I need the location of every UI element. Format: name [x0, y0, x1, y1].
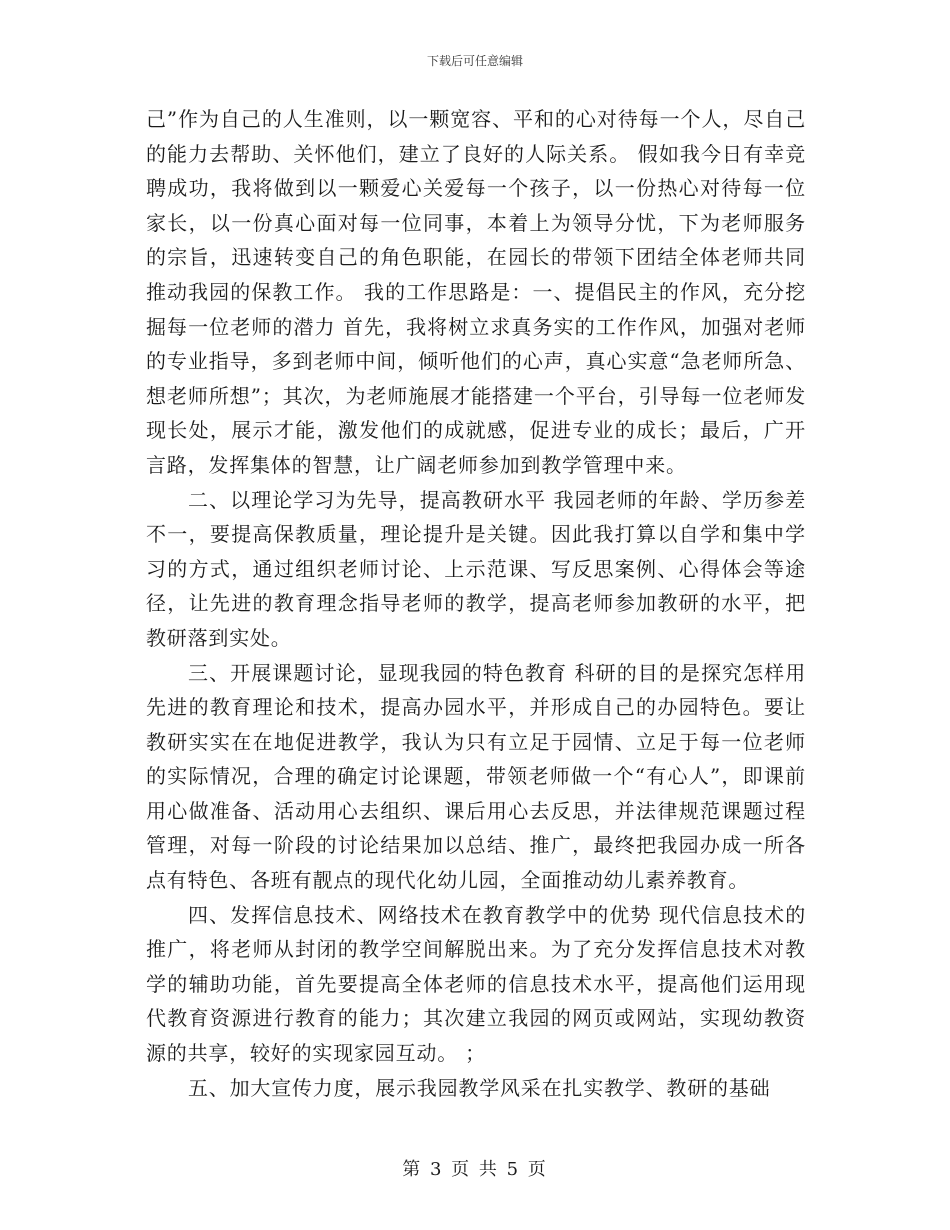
document-body [146, 102, 806, 1105]
paragraph-2: 二、以理论学习为先导，提高教研水平 我园老师的年龄、学历参差不一，要提高保教质量，理论提升是关键。因此我打算以自学和集中学习的方式，通过组织老师讨论、上示范课、写反思案例、心得体会等途径，让先进的教育理念指导老师的教学，提高老师参加教研的水平，把教研落到实处。 [146, 487, 806, 650]
paragraph-4: 四、发挥信息技术、网络技术在教育教学中的优势 现代信息技术的推广，将老师从封闭的教学空间解脱出来。为了充分发挥信息技术对教学的辅助功能，首先要提高全体老师的信息技术水平，提高他们运用现代教育资源进行教育的能力；其次建立我园的网页或网站，实现幼教资源的共享，较好的实现家园互动。 ； [146, 902, 806, 1066]
paragraph-3: 三、开展课题讨论，显现我园的特色教育 科研的目的是探究怎样用先进的教育理论和技术，提高办园水平，并形成自己的办园特色。要让教研实实在在地促进教学，我认为只有立足于园情、立足于每一位老师的实际情况，合理的确定讨论课题，带领老师做一个“有心人”，即课前用心做准备、活动用心去组织、课后用心去反思，并法律规范课题过程管理，对每一阶段的讨论结果加以总结、推广，最终把我园办成一所各点有特色、各班有靓点的现代化幼儿园，全面推动幼儿素养教育。 [146, 660, 806, 893]
paragraph-1: 己”作为自己的人生准则，以一颗宽容、平和的心对待每一个人，尽自己的能力去帮助、关怀他们，建立了良好的人际关系。 假如我今日有幸竞聘成功，我将做到以一颗爱心关爱每一个孩子，以一份热心对待每一位家长，以一份真心面对每一位同事，本着上为领导分忧，下为老师服务的宗旨，迅速转变自己的角色职能，在园长的带领下团结全体老师共同推动我园的保教工作。 我的工作思路是：一、提倡民主的作风，充分挖掘每一位老师的潜力 首先，我将树立求真务实的工作作风，加强对老师的专业指导，多到老师中间，倾听他们的心声，真心实意“急老师所急、想老师所想”；其次，为老师施展才能搭建一个平台，引导每一位老师发现长处，展示才能，激发他们的成就感，促进专业的成长；最后，广开言路，发挥集体的智慧，让广阔老师参加到教学管理中来。 [146, 107, 806, 477]
page-header: 下载后可任意编辑 [426, 54, 523, 68]
page-number-footer: 第 3 页 共 5 页 [402, 1159, 548, 1180]
paragraph-5: 五、加大宣传力度，展示我园教学风采在扎实教学、教研的基础 [188, 1075, 771, 1100]
